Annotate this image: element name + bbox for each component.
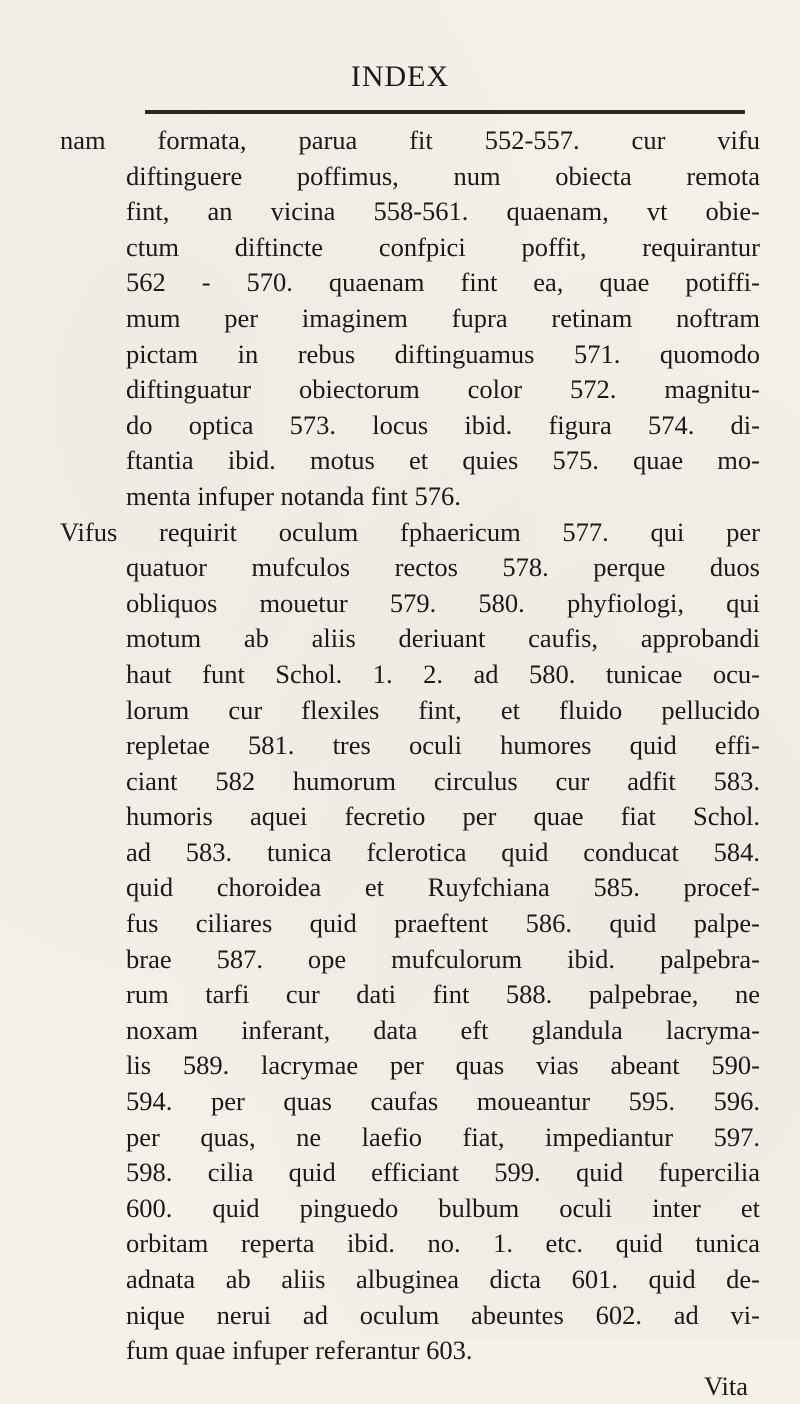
index-text [60,123,760,1404]
text-line: 562 - 570. quaenam fint ea, quae potiffi- [126,267,760,298]
text-line: fint, an vicina 558-561. quaenam, vt obie- [126,196,760,227]
text-line: ad 583. tunica fclerotica quid conducat 584. [126,836,760,867]
text-line: repletae 581. tres oculi humores quid effi- [126,730,760,761]
text-line: quid choroidea et Ruyfchiana 585. procef- [126,872,760,903]
text-line: Vifus requirit oculum fphaericum 577. qui per [60,516,760,547]
text-line: 594. per quas caufas moueantur 595. 596. [126,1086,760,1117]
text-line: nam formata, parua fit 552-557. cur vifu [60,125,760,155]
text-line: per quas, ne laefio fiat, impediantur 597. [126,1121,760,1152]
header-rule [145,110,745,114]
text-line: menta infuper notanda fint 576. [126,480,461,511]
text-line: diftinguere poffimus, num obiecta remota [126,160,760,191]
text-line: noxam inferant, data eft glandula lacryma- [126,1014,760,1045]
text-line: quatuor mufculos rectos 578. perque duos [126,552,760,583]
text-line: ftantia ibid. motus et quies 575. quae mo- [126,445,760,476]
text-line: mum per imaginem fupra retinam noftram [126,302,760,333]
text-line: adnata ab aliis albuginea dicta 601. quid de- [126,1264,760,1294]
text-line: motum ab aliis deriuant caufis, approbandi [126,623,760,654]
running-header: INDEX [350,60,450,93]
text-line: haut funt Schol. 1. 2. ad 580. tunicae ocu- [126,658,760,689]
text-line: fum quae infuper referantur 603. [126,1335,473,1366]
text-line: fus ciliares quid praeftent 586. quid palpe- [126,908,760,939]
text-line: ctum diftincte confpici poffit, requirantur [126,231,760,262]
text-line: 600. quid pinguedo bulbum oculi inter et [126,1192,760,1223]
text-line: ciant 582 humorum circulus cur adfit 583. [126,765,760,796]
text-line: lorum cur flexiles fint, et fluido pellucido [126,694,760,725]
text-line: obliquos mouetur 579. 580. phyfiologi, qui [126,587,760,618]
catchword: Vita [703,1370,748,1401]
text-line: rum tarfi cur dati fint 588. palpebrae, ne [126,979,760,1010]
text-line: brae 587. ope mufculorum ibid. palpebra- [126,943,760,974]
text-line: do optica 573. locus ibid. figura 574. di- [126,409,760,440]
text-line: humoris aquei fecretio per quae fiat Schol. [126,801,760,832]
text-line: pictam in rebus diftinguamus 571. quomodo [126,338,760,369]
text-line: lis 589. lacrymae per quas vias abeant 590- [126,1050,760,1081]
text-line: orbitam reperta ibid. no. 1. etc. quid tunica [126,1228,760,1259]
text-line: diftinguatur obiectorum color 572. magnitu- [126,374,760,405]
text-line: 598. cilia quid efficiant 599. quid fupercilia [126,1157,760,1188]
text-line: nique nerui ad oculum abeuntes 602. ad vi- [126,1299,760,1330]
